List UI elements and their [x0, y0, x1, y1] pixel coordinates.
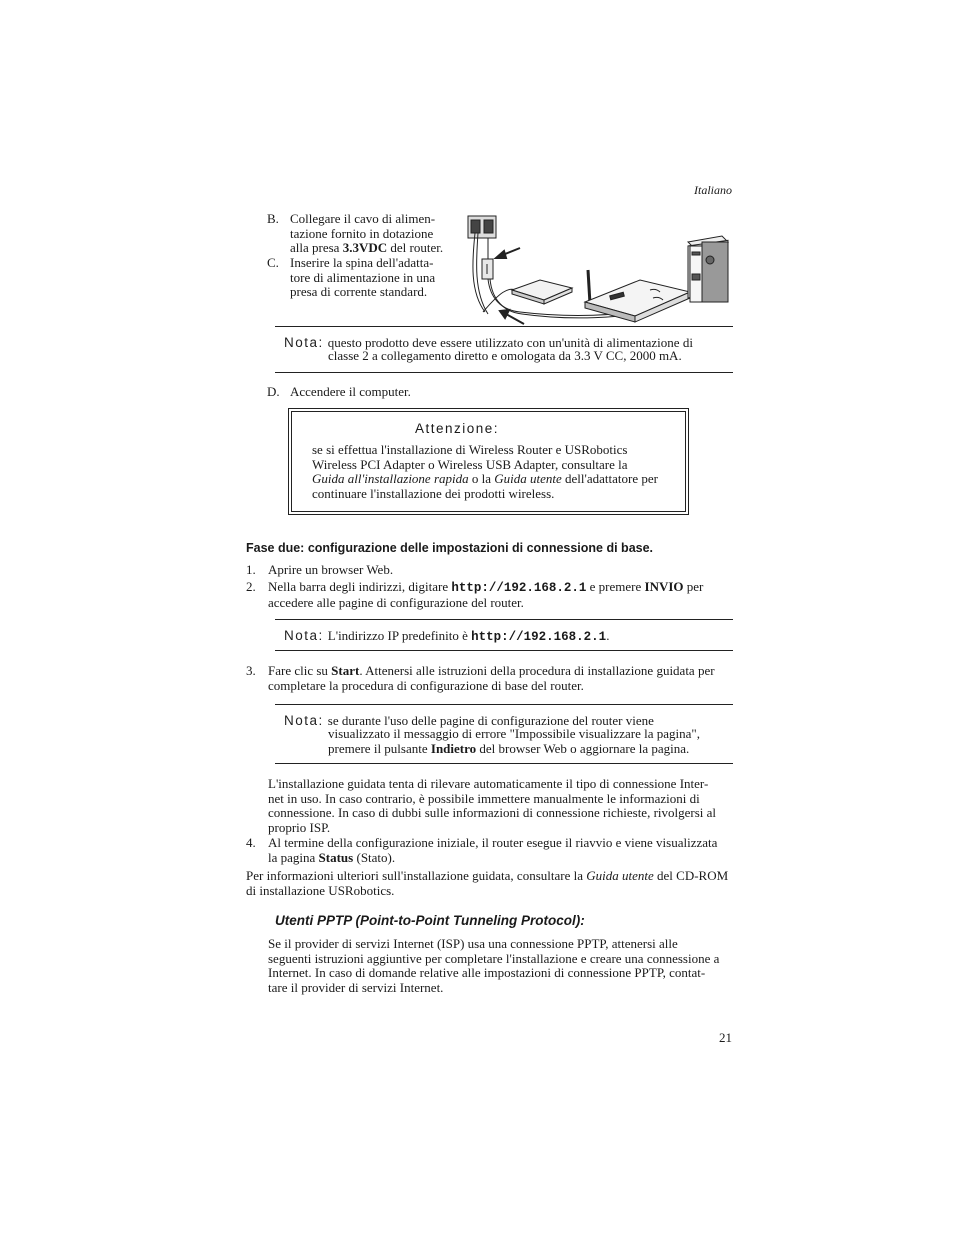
nota-label: Nota:	[284, 335, 324, 350]
arrow-icon	[496, 248, 520, 258]
attention-text: se si effettua l'installazione di Wireless Router e USRobotics Wireless PCI Adapter o Wireless USB Adapter, consultare la Guida all'installazione rapida o la Guida utente dell'adattatore per continuare l'installazione dei prodotti wireless.	[312, 442, 658, 501]
step-1-text: Aprire un browser Web.	[268, 562, 394, 577]
nota-label: Nota:	[284, 628, 324, 643]
step-c-line: presa di corrente standard.	[290, 284, 428, 299]
section-heading: Fase due: configurazione delle impostazioni di connessione di base.	[246, 541, 654, 555]
nota-2: Nota: L'indirizzo IP predefinito è http://192.168.2.1.	[284, 628, 610, 644]
pptp-paragraph: Se il provider di servizi Internet (ISP) usa una connessione PPTP, attenersi alle seguenti istruzioni aggiuntive per completare l'installazione e creare una connessione a Internet. In caso di domande relative alle impostazioni di connessione PPTP, contat- tare il provider di servizi Internet.	[268, 936, 720, 995]
step-3-text: Fare clic su Start. Attenersi alle istruzioni della procedura di installazione guidata per completare la procedura di configurazione di base del router.	[268, 663, 715, 693]
step-c-line: Inserire la spina dell'adatta-	[290, 255, 434, 270]
step-b-line: Collegare il cavo di alimen-	[290, 211, 436, 226]
step-d-text: Accendere il computer.	[290, 384, 411, 399]
nota-label: Nota:	[284, 713, 324, 728]
computer-tower-icon	[688, 236, 728, 302]
step-4-num: 4.	[246, 835, 256, 850]
step-2-text: Nella barra degli indirizzi, digitare http://192.168.2.1 e premere INVIO per accedere alle pagine di configurazione del router.	[268, 579, 704, 610]
step-c-text	[290, 256, 435, 300]
attention-title: Attenzione:	[415, 421, 500, 436]
step-3-num: 3.	[246, 663, 256, 678]
nota-top-rule	[275, 619, 733, 620]
running-header-language: Italiano	[694, 183, 732, 197]
nota-top-rule	[275, 326, 733, 327]
nota-bottom-rule	[275, 763, 733, 764]
more-info-paragraph: Per informazioni ulteriori sull'installazione guidata, consultare la Guida utente del CD-ROM di installazione USRobotics.	[246, 868, 729, 898]
page-number: 21	[719, 1030, 732, 1045]
step-c-line: tore di alimentazione in una	[290, 269, 436, 285]
router-url: http://192.168.2.1	[451, 581, 587, 595]
wall-outlet-icon	[468, 216, 496, 238]
step-c-label: C.	[267, 255, 279, 270]
power-adapter-icon	[482, 259, 493, 279]
wizard-paragraph: L'installazione guidata tenta di rilevare automaticamente il tipo di connessione Inter- net in uso. In caso contrario, è possibile immettere manualmente le informazioni di connessione. In caso di dubbi sulle informazioni di connessione richieste, rivolgersi al proprio ISP.	[268, 776, 717, 835]
step-d-label: D.	[267, 384, 280, 399]
nota-1-line2: classe 2 a collegamento diretto e omologata da 3.3 V CC, 2000 mA.	[328, 348, 682, 363]
nota-3: Nota: se durante l'uso delle pagine di configurazione del router viene	[284, 713, 654, 728]
step-2-num: 2.	[246, 579, 256, 594]
step-b-line: tazione fornito in dotazione	[290, 225, 434, 241]
router-url: http://192.168.2.1	[471, 630, 607, 644]
step-b-label: B.	[267, 211, 279, 226]
nota-top-rule	[275, 704, 733, 705]
step-b-line-last: alla presa 3.3VDC del router.	[290, 240, 444, 255]
step-b-text	[290, 212, 443, 256]
pptp-heading: Utenti PPTP (Point-to-Point Tunneling Protocol):	[275, 913, 585, 928]
nota-bottom-rule	[275, 650, 733, 651]
nota-1-line1: questo prodotto deve essere utilizzato con un'unità di alimentazione di	[327, 335, 693, 350]
modem-icon	[512, 280, 572, 304]
power-connection-illustration	[460, 212, 735, 327]
router-icon	[585, 270, 690, 322]
step-4-text: Al termine della configurazione iniziale, il router esegue il riavvio e viene visualizzata la pagina Status (Stato).	[268, 835, 718, 865]
nota-bottom-rule	[275, 372, 733, 373]
nota-3-rest: visualizzato il messaggio di errore "Impossibile visualizzare la pagina", premere il pulsante Indietro del browser Web o aggiornare la pagina.	[328, 726, 700, 756]
step-1-num: 1.	[246, 562, 256, 577]
